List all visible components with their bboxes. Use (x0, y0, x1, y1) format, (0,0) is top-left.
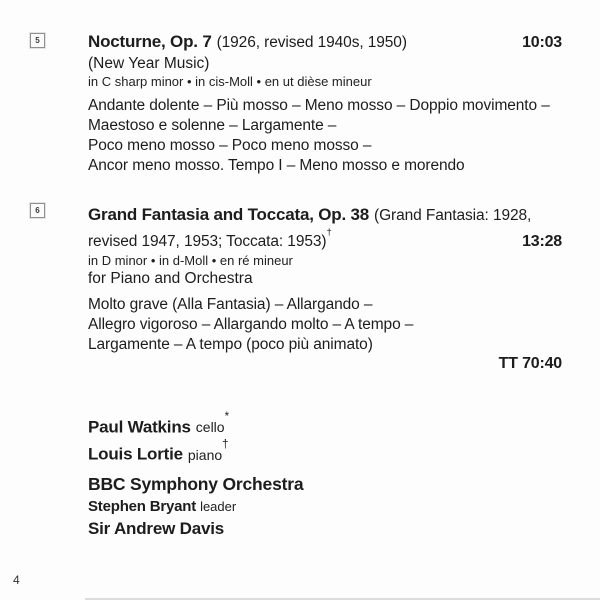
work-title: Nocturne, Op. 7 (88, 32, 212, 51)
annotation-text: revised 1947, 1953; Toccata: 1953) (88, 233, 327, 251)
movement-line: Allegro vigoroso – Allargando molto – A tempo – (88, 316, 414, 334)
track-duration: 10:03 (522, 34, 562, 51)
performer-name: Louis Lortie (88, 444, 183, 464)
track-duration: 13:28 (522, 233, 562, 251)
conductor-name: Sir Andrew Davis (88, 518, 224, 538)
asterisk-footnote-marker: * (224, 411, 230, 424)
movements-list (88, 96, 562, 176)
track-number-box-6 (30, 203, 45, 218)
performer-name: Stephen Bryant (88, 497, 197, 515)
performer-role: cello (195, 419, 225, 436)
work-title-annotation: (1926, revised 1940s, 1950) (216, 34, 407, 51)
movement-line: Largamente – A tempo (poco più animato) (88, 336, 373, 354)
movement-line: Andante dolente – Più mosso – Meno mosso – Doppio movimento – (88, 97, 550, 114)
track-heading (88, 204, 562, 227)
performer-name: Paul Watkins (88, 417, 191, 437)
page-number: 4 (13, 573, 20, 587)
movement-line: Ancor meno mosso. Tempo I – Meno mosso e morendo (88, 157, 465, 174)
dagger-footnote-marker: † (222, 438, 229, 451)
credit-line (88, 497, 562, 517)
dagger-footnote-marker: † (326, 226, 332, 238)
key-line: in D minor • in d-Moll • en ré mineur (88, 253, 293, 269)
work-title-annotation-line2 (88, 227, 332, 252)
track-title-line (88, 31, 407, 54)
movement-line: Poco meno mosso – Poco meno mosso – (88, 137, 372, 154)
track-title-line (88, 204, 531, 227)
key-line: in C sharp minor • in cis-Moll • en ut dièse mineur (88, 74, 372, 89)
performer-role: piano (187, 446, 223, 463)
work-title: Grand Fantasia and Toccata, Op. 38 (88, 205, 370, 224)
work-title-annotation: (Grand Fantasia: 1928, (374, 207, 532, 224)
movement-line: Maestoso e solenne – Largamente – (88, 117, 337, 134)
ensemble-name: BBC Symphony Orchestra (88, 473, 304, 494)
credit-line (88, 439, 562, 466)
total-time: TT 70:40 (498, 355, 562, 373)
tracklist-content (88, 31, 562, 541)
track-number: 6 (35, 206, 40, 215)
movements-list (88, 295, 562, 355)
track-heading-continuation (88, 227, 562, 252)
track-entry-6 (88, 204, 562, 372)
track-entry-5 (88, 31, 562, 176)
scoring-line: for Piano and Orchestra (88, 270, 253, 288)
track-heading (88, 31, 562, 54)
credits-block (88, 412, 562, 541)
movement-line: Molto grave (Alla Fantasia) – Allargando – (88, 296, 373, 314)
track-number-box-5 (30, 33, 45, 48)
credit-line (88, 473, 562, 497)
track-number: 5 (35, 36, 40, 45)
work-subtitle: (New Year Music) (88, 55, 210, 72)
credit-line (88, 412, 562, 439)
performer-role: leader (200, 498, 237, 514)
credit-line (88, 517, 562, 541)
